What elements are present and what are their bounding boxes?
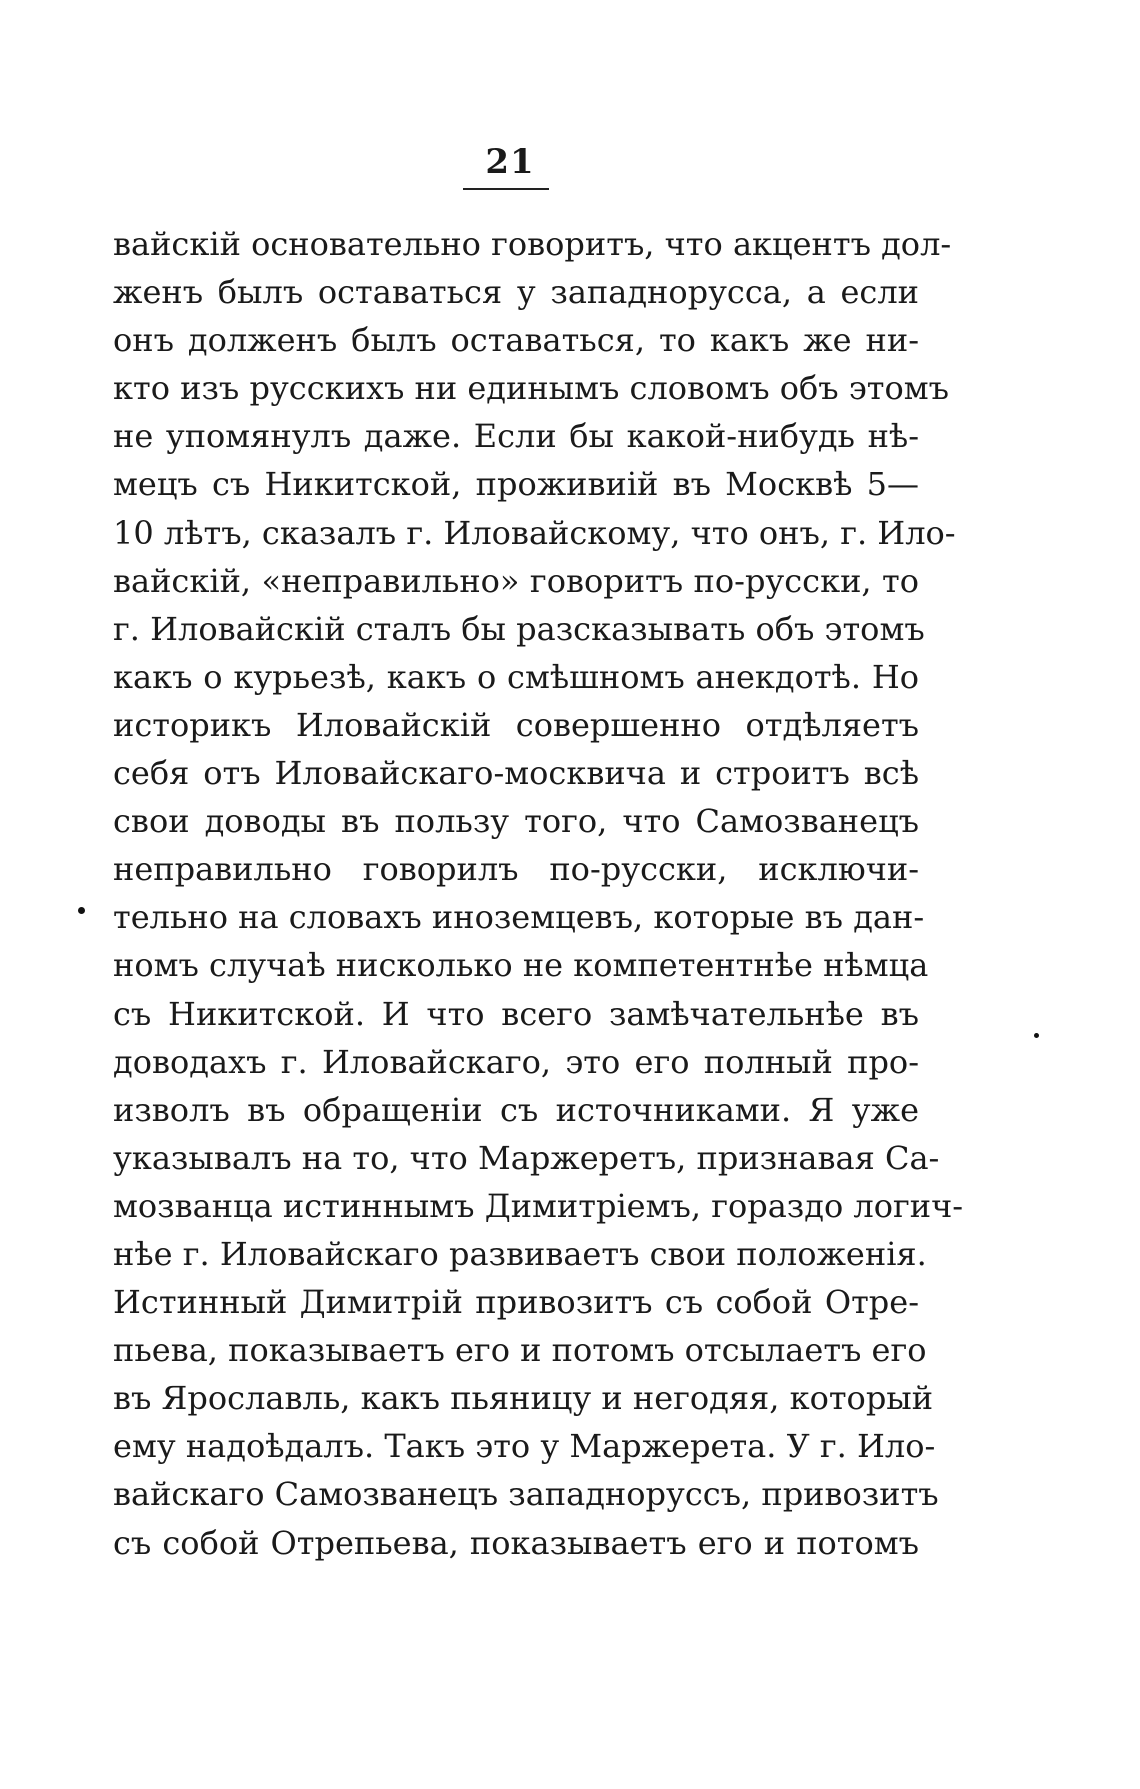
body-text xyxy=(113,220,964,1567)
page-number-rule xyxy=(463,188,549,190)
text-line: кто изъ русскихъ ни единымъ словомъ объ этомъ xyxy=(113,369,949,408)
text-line: номъ случаѣ нисколько не компетентнѣе нѣмца xyxy=(113,946,929,985)
text-line: какъ о курьезѣ, какъ о смѣшномъ анекдотѣ. Но xyxy=(113,657,919,696)
text-line: изволъ въ обращеніи съ источниками. Я уже xyxy=(113,1090,919,1129)
text-line: мецъ съ Никитской, проживиій въ Москвѣ 5— xyxy=(113,465,919,504)
text-line: доводахъ г. Иловайскаго, это его полный про- xyxy=(113,1042,919,1081)
text-line: Истинный Димитрій привозитъ съ собой Отре- xyxy=(113,1283,919,1322)
page-number: 21 xyxy=(485,142,535,182)
text-line: неправильно говорилъ по-русски, исключи- xyxy=(113,850,919,889)
text-line: вайскій, «неправильно» говоритъ по-русски, то xyxy=(113,561,919,600)
text-line: мозванца истиннымъ Димитріемъ, гораздо логич- xyxy=(113,1186,964,1225)
text-line: вайскаго Самозванецъ западноруссъ, привозитъ xyxy=(113,1475,939,1514)
text-line: онъ долженъ былъ оставаться, то какъ же ни- xyxy=(113,321,919,360)
text-line: въ Ярославль, какъ пьяницу и негодяя, который xyxy=(113,1379,934,1418)
text-line: женъ былъ оставаться у западнорусса, а если xyxy=(113,273,919,312)
text-line: нѣе г. Иловайскаго развиваетъ свои положенія. xyxy=(113,1234,927,1273)
text-line: ему надоѣдалъ. Такъ это у Маржерета. У г. Ило- xyxy=(113,1427,936,1466)
ink-speck xyxy=(1034,1033,1039,1038)
text-line: съ собой Отрепьева, показываетъ его и потомъ xyxy=(113,1523,919,1562)
text-line: тельно на словахъ иноземцевъ, которые въ дан- xyxy=(113,898,925,937)
ink-speck xyxy=(78,907,85,914)
text-line: свои доводы въ пользу того, что Самозванецъ xyxy=(113,802,919,841)
text-line: пьева, показываетъ его и потомъ отсылаетъ его xyxy=(113,1331,927,1370)
text-line: г. Иловайскій сталъ бы разсказывать объ этомъ xyxy=(113,609,925,648)
text-line: вайскій основательно говоритъ, что акцентъ дол- xyxy=(113,225,952,263)
text-line: указывалъ на то, что Маржеретъ, признавая Са- xyxy=(113,1138,940,1177)
text-line: не упомянулъ даже. Если бы какой-нибудь нѣ- xyxy=(113,417,919,456)
text-line: историкъ Иловайскій совершенно отдѣляетъ xyxy=(113,705,919,744)
text-line: съ Никитской. И что всего замѣчательнѣе въ xyxy=(113,994,919,1033)
text-line: себя отъ Иловайскаго-москвича и строитъ всѣ xyxy=(113,754,919,793)
text-line: 10 лѣтъ, сказалъ г. Иловайскому, что онъ, г. Ило- xyxy=(113,513,956,552)
